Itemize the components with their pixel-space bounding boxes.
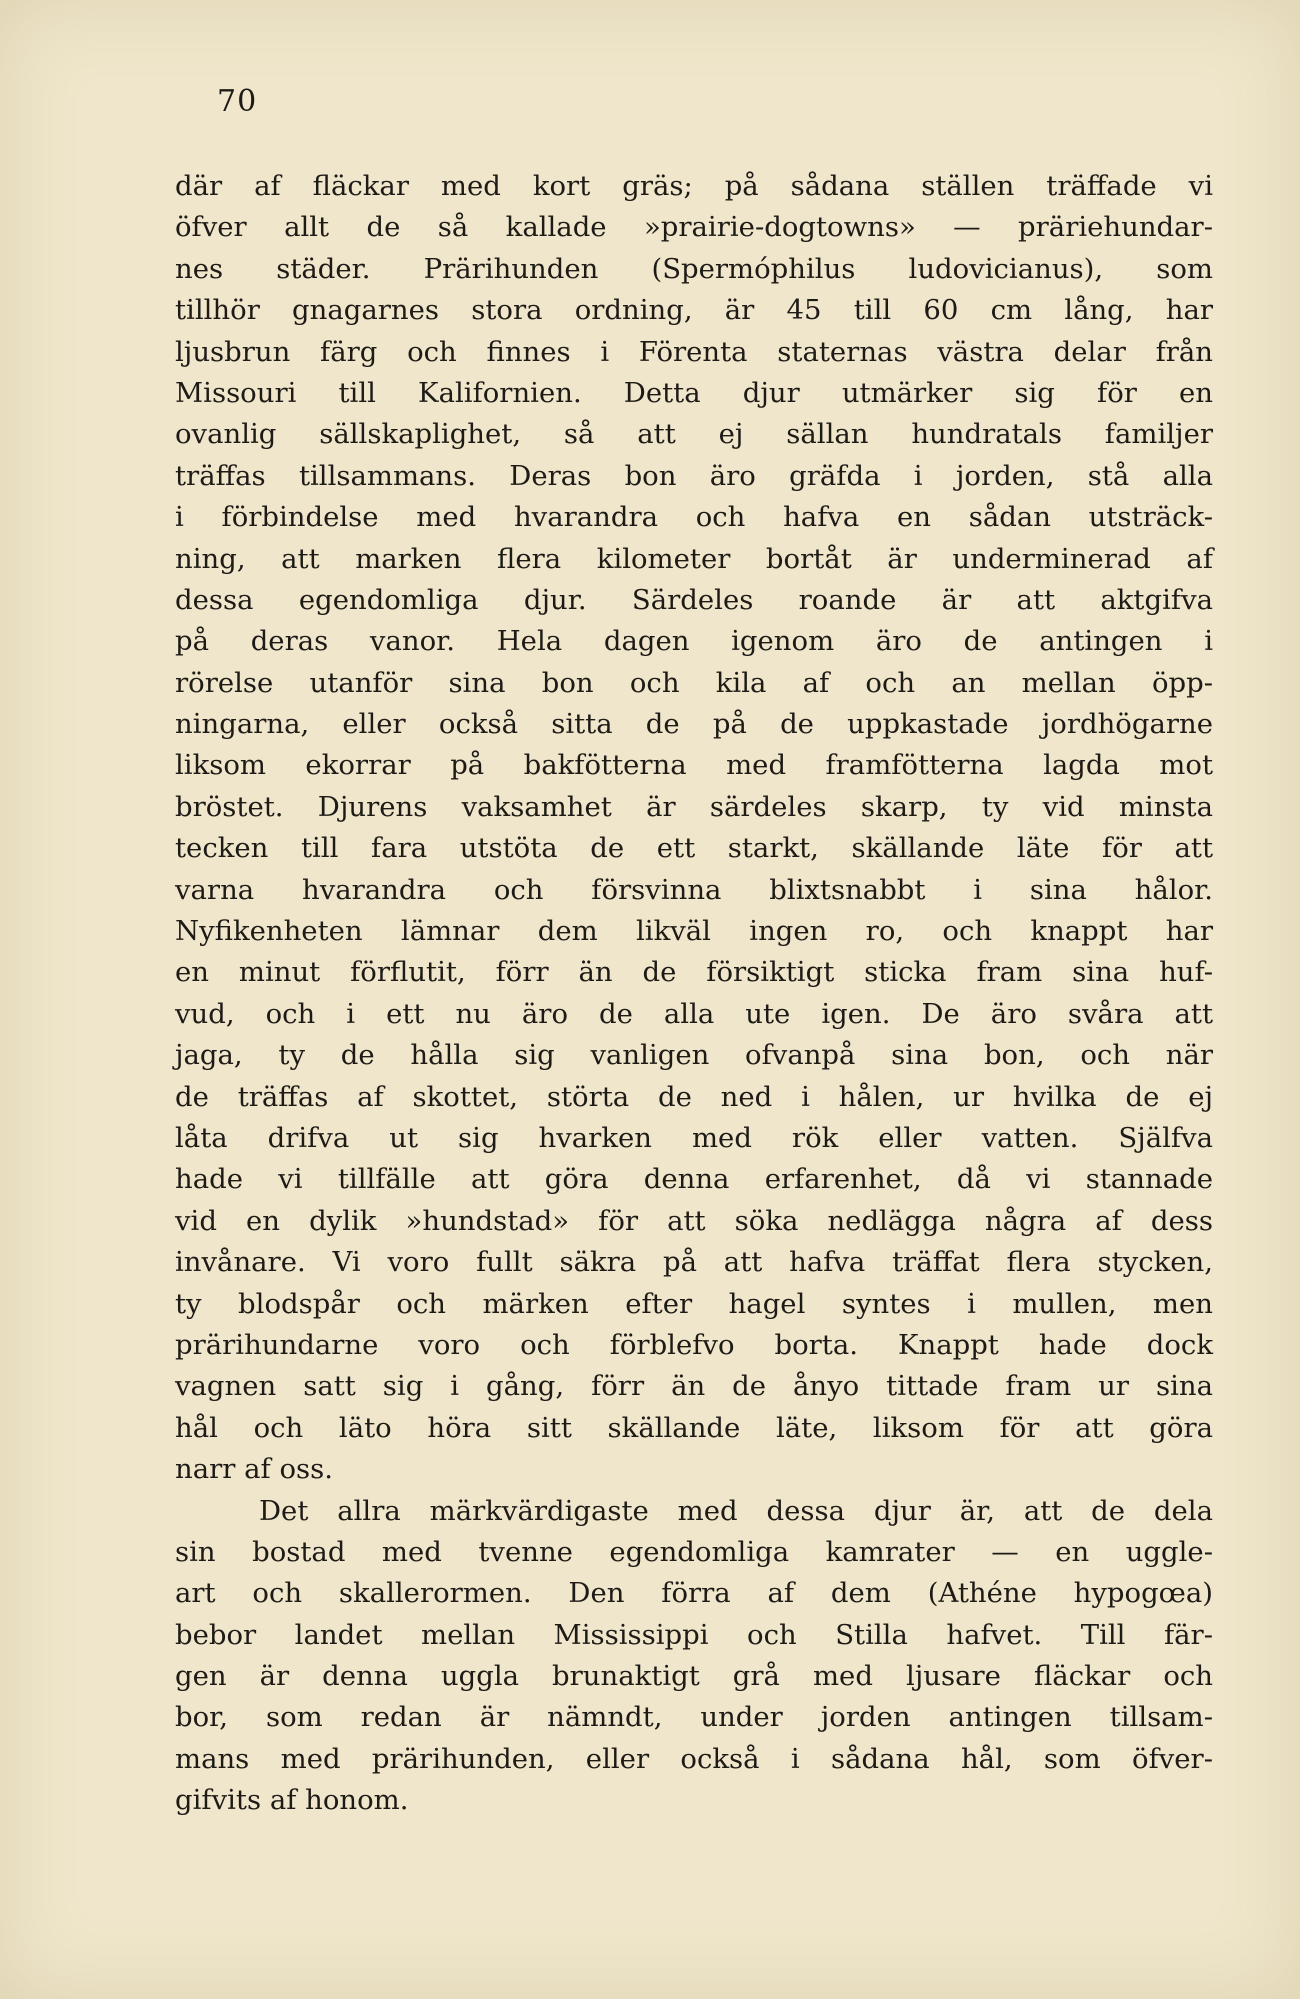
text-line: i förbindelse med hvarandra och hafva en sådan utsträck- (175, 501, 1213, 534)
text-line: liksom ekorrar på bakfötterna med framfötterna lagda mot (175, 749, 1213, 782)
text-line: en minut förflutit, förr än de försiktigt sticka fram sina huf- (175, 956, 1213, 989)
text-line: rörelse utanför sina bon och kila af och an mellan öpp- (175, 666, 1213, 699)
text-line: öfver allt de så kallade »prairie-dogtowns» — präriehundar- (175, 211, 1213, 244)
text-line: där af fläckar med kort gräs; på sådana ställen träffade vi (175, 170, 1213, 202)
text-line: sin bostad med tvenne egendomliga kamrater — en uggle- (175, 1535, 1213, 1568)
text-line: vid en dylik »hundstad» för att söka nedlägga några af dess (175, 1204, 1213, 1237)
text-line: hade vi tillfälle att göra denna erfarenhet, då vi stannade (175, 1163, 1213, 1196)
text-line: ning, att marken flera kilometer bortåt är underminerad af (175, 542, 1213, 575)
text-line: ningarna, eller också sitta de på de uppkastade jordhögarne (175, 708, 1213, 741)
text-line: mans med prärihunden, eller också i sådana hål, som öfver- (175, 1742, 1213, 1775)
text-line: ty blodspår och märken efter hagel syntes i mullen, men (175, 1287, 1213, 1320)
text-line: jaga, ty de hålla sig vanligen ofvanpå sina bon, och när (175, 1039, 1213, 1072)
text-line: ovanlig sällskaplighet, så att ej sällan hundratals familjer (175, 418, 1213, 451)
text-line: träffas tillsammans. Deras bon äro gräfda i jorden, stå alla (175, 459, 1213, 492)
text-line: Nyfikenheten lämnar dem likväl ingen ro, och knappt har (175, 915, 1213, 948)
text-line: nes städer. Prärihunden (Spermóphilus ludovicianus), som (175, 252, 1213, 285)
text-line: bebor landet mellan Mississippi och Stilla hafvet. Till fär- (175, 1618, 1213, 1651)
text-line: gifvits af honom. (175, 1784, 409, 1817)
text-line: låta drifva ut sig hvarken med rök eller vatten. Själfva (175, 1121, 1213, 1154)
text-line: de träffas af skottet, störta de ned i hålen, ur hvilka de ej (175, 1080, 1213, 1113)
text-line: vud, och i ett nu äro de alla ute igen. De äro svåra att (175, 997, 1213, 1030)
text-line: Missouri till Kalifornien. Detta djur utmärker sig för en (175, 376, 1213, 409)
text-line: prärihundarne voro och förblefvo borta. Knappt hade dock (175, 1328, 1213, 1361)
text-line: hål och läto höra sitt skällande läte, liksom för att göra (175, 1411, 1213, 1444)
text-line: bor, som redan är nämndt, under jorden antingen tillsam- (175, 1701, 1213, 1734)
text-line: narr af oss. (175, 1453, 333, 1486)
body-text (175, 166, 1213, 1822)
text-line: ljusbrun färg och finnes i Förenta staternas västra delar från (175, 335, 1213, 368)
text-line: på deras vanor. Hela dagen igenom äro de antingen i (175, 625, 1213, 658)
text-line: art och skallerormen. Den förra af dem (Athéne hypogœa) (175, 1577, 1213, 1610)
text-line: gen är denna uggla brunaktigt grå med ljusare fläckar och (175, 1660, 1213, 1693)
page-number: 70 (217, 84, 258, 119)
text-line: dessa egendomliga djur. Särdeles roande är att aktgifva (175, 583, 1213, 616)
text-line: varna hvarandra och försvinna blixtsnabbt i sina hålor. (175, 873, 1213, 906)
text-line: invånare. Vi voro fullt säkra på att hafva träffat flera stycken, (175, 1246, 1213, 1279)
text-line: bröstet. Djurens vaksamhet är särdeles skarp, ty vid minsta (175, 790, 1213, 823)
text-line: vagnen satt sig i gång, förr än de ånyo tittade fram ur sina (175, 1370, 1213, 1403)
text-line: Det allra märkvärdigaste med dessa djur är, att de dela (259, 1494, 1213, 1527)
text-line: tillhör gnagarnes stora ordning, är 45 till 60 cm lång, har (175, 294, 1213, 327)
text-line: tecken till fara utstöta de ett starkt, skällande läte för att (175, 832, 1213, 865)
